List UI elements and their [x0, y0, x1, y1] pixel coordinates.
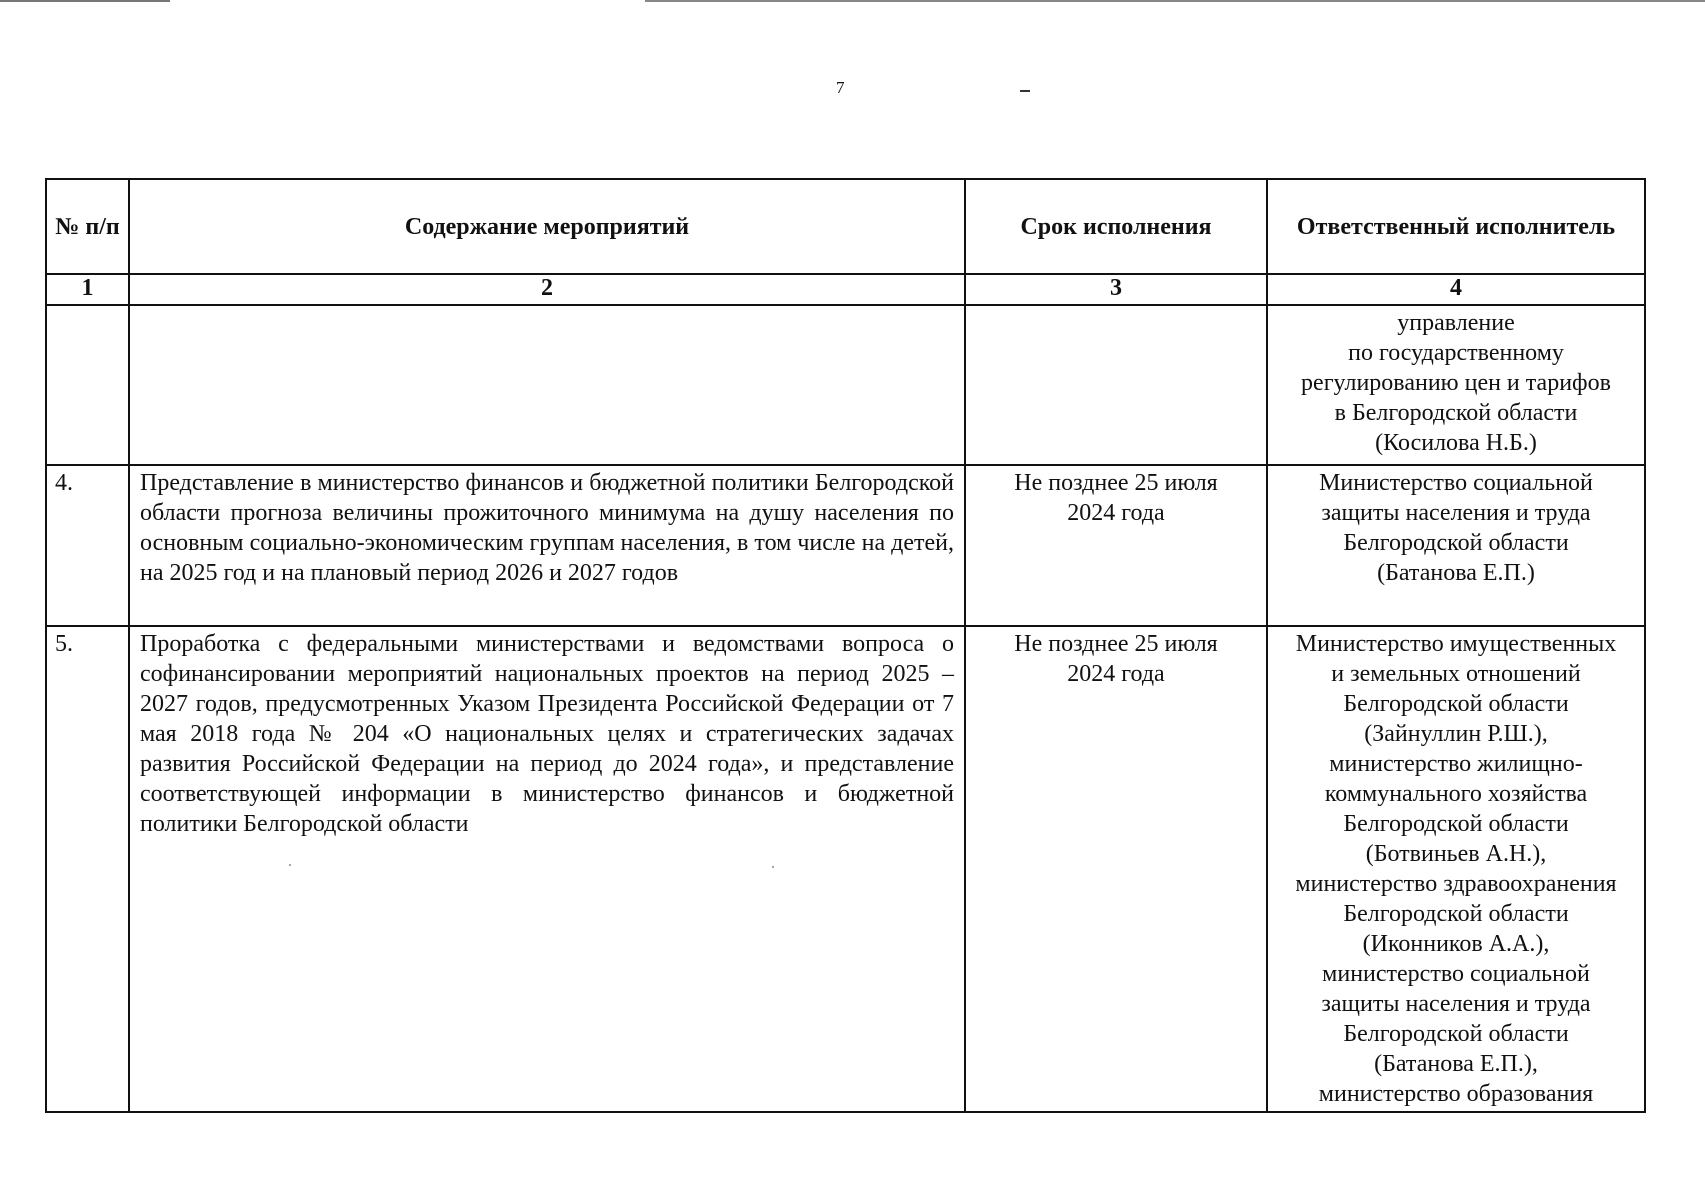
row-num: [46, 305, 129, 465]
deadline-line: 2024 года: [1067, 500, 1165, 526]
scan-dash-mark: [1020, 90, 1030, 92]
header-row: [46, 179, 1645, 274]
header-content: Содержание мероприятий: [129, 179, 965, 274]
scan-edge-line-left: [0, 0, 170, 2]
measures-table: [45, 178, 1646, 1113]
responsible-line: Белгородской области: [1343, 811, 1569, 837]
table-row-5: [46, 626, 1645, 1112]
column-number: 2: [129, 274, 965, 305]
responsible-line: коммунального хозяйства: [1324, 781, 1588, 807]
scan-edge-line-right: [645, 0, 1705, 2]
row-num: 5.: [46, 626, 129, 1112]
responsible-line: Белгородской области: [1343, 901, 1569, 927]
responsible-line: Министерство имущественных: [1295, 631, 1617, 657]
responsible-line: (Батанова Е.П.),: [1374, 1051, 1538, 1077]
responsible-line: защиты населения и труда: [1321, 500, 1591, 526]
table-row-4: [46, 465, 1645, 626]
row-content: Представление в министерство финансов и бюджетной политики Белгородской области прогноза величины прожиточного минимума на душу населения по основным социально-экономическим группам населения, в том числе на детей, на 2025 год и на плановый период 2026 и 2027 годов: [129, 465, 965, 626]
row-content: [129, 305, 965, 465]
responsible-line: и земельных отношений: [1331, 661, 1581, 687]
row-responsible: [1267, 465, 1645, 626]
row-deadline: [965, 305, 1267, 465]
row-responsible: [1267, 305, 1645, 465]
table-row-continuation: [46, 305, 1645, 465]
column-number: 4: [1267, 274, 1645, 305]
row-deadline: [965, 465, 1267, 626]
responsible-line: министерство социальной: [1322, 961, 1590, 987]
column-number: 3: [965, 274, 1267, 305]
responsible-line: Белгородской области: [1343, 691, 1569, 717]
header-deadline: Срок исполнения: [965, 179, 1267, 274]
header-num: № п/п: [46, 179, 129, 274]
responsible-line: министерство образования: [1318, 1081, 1594, 1107]
deadline-line: Не позднее 25 июля: [1014, 631, 1218, 657]
row-num: 4.: [46, 465, 129, 626]
header-responsible: Ответственный исполнитель: [1267, 179, 1645, 274]
responsible-line: министерство жилищно-: [1329, 751, 1583, 777]
responsible-line: защиты населения и труда: [1321, 991, 1591, 1017]
responsible-line: управление: [1397, 310, 1515, 336]
responsible-line: регулированию цен и тарифов: [1301, 370, 1611, 396]
responsible-line: (Ботвиньев А.Н.),: [1365, 841, 1547, 867]
column-number-row: [46, 274, 1645, 305]
responsible-line: Министерство социальной: [1319, 470, 1593, 496]
responsible-line: по государственному: [1348, 340, 1564, 366]
responsible-line: (Батанова Е.П.): [1377, 560, 1535, 586]
deadline-line: Не позднее 25 июля: [1014, 470, 1218, 496]
row-responsible: [1267, 626, 1645, 1112]
deadline-line: 2024 года: [1067, 661, 1165, 687]
responsible-line: (Косилова Н.Б.): [1375, 430, 1537, 456]
page-number: 7: [836, 78, 845, 97]
responsible-line: (Зайнуллин Р.Ш.),: [1364, 721, 1548, 747]
responsible-line: в Белгородской области: [1334, 400, 1578, 426]
column-number: 1: [46, 274, 129, 305]
responsible-line: министерство здравоохранения: [1295, 871, 1617, 897]
responsible-line: (Иконников А.А.),: [1362, 931, 1550, 957]
row-deadline: [965, 626, 1267, 1112]
responsible-line: Белгородской области: [1343, 1021, 1569, 1047]
row-content: Проработка с федеральными министерствами и ведомствами вопроса о софинансировании мероприятий национальных проектов на период 2025 – 2027 годов, предусмотренных Указом Президента Российской Федерации от 7 мая 2018 года № 204 «О национальных целях и стратегических задачах развития Российской Федерации на период до 2024 года», и представление соответствующей информации в министерство финансов и бюджетной политики Белгородской области: [129, 626, 965, 1112]
responsible-line: Белгородской области: [1343, 530, 1569, 556]
